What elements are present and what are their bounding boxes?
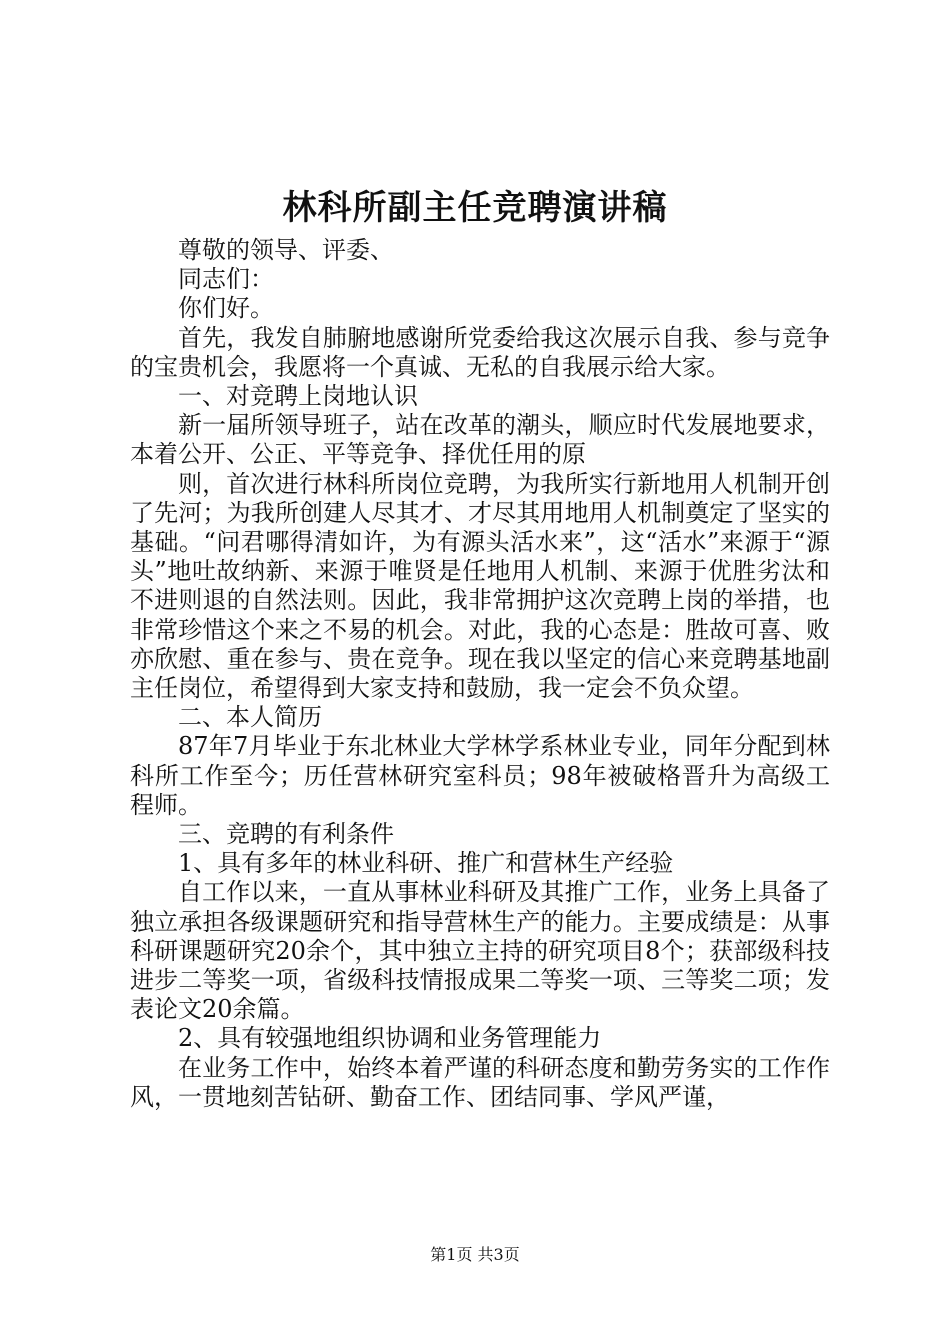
paragraph-resume: 87年7月毕业于东北林业大学林学系林业专业，同年分配到林科所工作至今；历任营林研究室科员；98年被破格晋升为高级工程师。 (130, 732, 830, 819)
subheading-3-2: 2、具有较强地组织协调和业务管理能力 (178, 1024, 602, 1053)
salutation-line-2: 同志们： (178, 265, 274, 294)
paragraph-3-1: 自工作以来，一直从事林业科研及其推广工作，业务上具备了独立承担各级课题研究和指导营林生产的能力。主要成绩是：从事科研课题研究20余个，其中独立主持的研究项目8个；获部级科技进步二等奖一项，省级科技情报成果二等奖一项、三等奖二项；发表论文20余篇。 (130, 878, 830, 1024)
paragraph-3-2: 在业务工作中，始终本着严谨的科研态度和勤劳务实的工作作风，一贯地刻苦钻研、勤奋工作、团结同事、学风严谨， (130, 1053, 830, 1111)
section-heading-2: 二、本人简历 (178, 703, 322, 732)
section-heading-3: 三、竞聘的有利条件 (178, 820, 394, 849)
salutation-line-1: 尊敬的领导、评委、 (178, 236, 394, 264)
document-body (130, 236, 830, 1112)
paragraph-1b: 则，首次进行林科所岗位竞聘，为我所实行新地用人机制开创了先河；为我所创建人尽其才、才尽其用地用人机制奠定了坚实的基础。“问君哪得清如许，为有源头活水来”，这“活水”来源于“源头”地吐故纳新、来源于唯贤是任地用人机制、来源于优胜劣汰和不进则退的自然法则。因此，我非常拥护这次竞聘上岗的举措，也非常珍惜这个来之不易的机会。对此，我的心态是：胜故可喜、败亦欣慰、重在参与、贵在竞争。现在我以坚定的信心来竞聘基地副主任岗位，希望得到大家支持和鼓励，我一定会不负众望。 (130, 469, 830, 703)
greeting: 你们好。 (178, 294, 274, 323)
paragraph-1a: 新一届所领导班子，站在改革的潮头，顺应时代发展地要求，本着公开、公正、平等竞争、择优任用的原 (130, 411, 830, 469)
document-title: 林科所副主任竞聘演讲稿 (282, 188, 668, 228)
page-footer: 第1页 共3页 (430, 1245, 520, 1264)
section-heading-1: 一、对竞聘上岗地认识 (178, 382, 418, 411)
paragraph-intro: 首先，我发自肺腑地感谢所党委给我这次展示自我、参与竞争的宝贵机会，我愿将一个真诚、无私的自我展示给大家。 (130, 323, 830, 381)
subheading-3-1: 1、具有多年的林业科研、推广和营林生产经验 (178, 849, 674, 878)
